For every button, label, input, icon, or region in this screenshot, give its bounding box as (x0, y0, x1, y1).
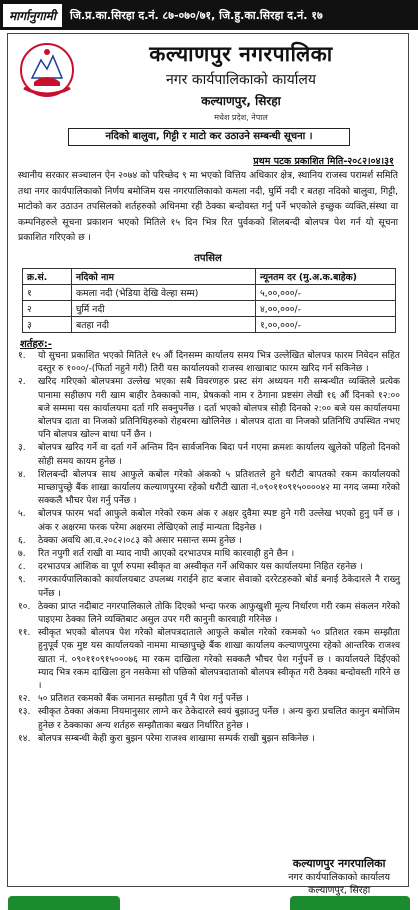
office-name: नगर कार्यपालिकाको कार्यालय (166, 72, 316, 88)
list-item-text: दरभाउपत्र आंशिक वा पूर्ण रुपमा स्वीकृत वा अस्वीकृत गर्ने अधिकार यस कार्यालयमा निहित रहनेछ । (38, 562, 363, 573)
river-rate-table (22, 268, 396, 333)
list-item (18, 693, 400, 706)
list-item-text: बोलपत्र फारम भर्दा आफुले कबोल गरेको रकम अंक र अक्षर दुवैमा स्पष्ट हुने गरी उल्लेख भएको हुनु पर्ने छ । अंक र अक्षरमा फरक परेमा अक्षरमा लेखिएको लाई मान्यता दिइनेछ । (38, 509, 400, 533)
office-address: कल्याणपुर, सिरहा (201, 94, 281, 108)
list-item-number: १४. (18, 733, 31, 744)
list-item-number: ९. (18, 575, 26, 586)
public-notice (7, 33, 409, 896)
office-province: मधेश प्रदेश, नेपाल (214, 113, 268, 122)
conditions-heading: शर्तहरु:- (20, 339, 52, 350)
table-header-row (23, 269, 396, 285)
signature-name: कल्याणपुर नगरपालिका (292, 857, 386, 870)
table-cell: २ (23, 301, 72, 317)
list-item-text: बोलपत्र खरिद गर्ने वा दर्ता गर्ने अन्तिम दिन सार्वजनिक बिदा पर्न गएमा क्रमशः कार्यालय खुलेको पहिलो दिनको सोही समय कायम हुनेछ । (38, 443, 400, 467)
list-item (18, 350, 400, 376)
table-cell: १ (23, 285, 72, 301)
table-row (23, 285, 396, 301)
table-cell: ४,००,०००/- (256, 301, 396, 317)
list-item-text: स्वीकृत भएको बोलपत्र पेश गरेको बोलपत्रदाताले आफुले कबोल गरेको रकमको ५० प्रतिशत रकम सम्झौता हुनुपूर्व एक मुष्ट यस कार्यालयको नाममा माच्छापुच्छ्रे बैंक शाखा कार्यालय कल्याणपुरमा रहेको आन्तरिक राजश्व खाता नं. ०९०११०९१५०००७६ मा रकम दाखिला गरेको सक्कलै भौचर पेश गर्नुपर्ने छ । कार्यालयले दिईएको म्याद भित्र रकम दाखिला हुन नसकेमा सो पछिको बोलपत्रदाताको बोलपत्र स्वीकृत गरी ठेक्का बन्दोवस्ती गरिने छ । (38, 628, 400, 692)
publication-date: प्रथम पटक प्रकाशित मिति-२०८२।०४।३१ (253, 156, 394, 167)
list-item-text: बोलपत्र सम्बन्धी केही कुरा बुझन परेमा राजश्व शाखामा सम्पर्क राखी बुझन सकिनेछ । (38, 733, 315, 744)
list-item-text: ठेक्का प्राप्त नदीबाट नगरपालिकाले तोकि दिएको भन्दा फरक आफुखुशी मूल्य निर्धारण गरी रकम संकलन गरेको पाइएमा ठेक्का लिने व्यक्तिबाट असुल उपर गरी कानुनी कारवाही गरिनेछ । (38, 601, 400, 626)
list-item-text: स्वीकृत ठेक्का अंकमा नियमानुसार लाग्ने कर ठेकेदारले स्वयं बुझाउनु पर्नेछ । अन्य कुरा प्रचलित कानुन बमोजिम हुनेछ र ठेक्काका अन्य शर्तहरु सम्झौताका बखत निर्धारित हुनेछ । (38, 707, 400, 731)
list-item-number: ११. (18, 628, 31, 639)
column-header: न्यूनतम दर (मु.अ.क.बाहेक) (256, 269, 396, 285)
column-header: क्र.सं. (23, 269, 72, 285)
signature-block (288, 856, 390, 897)
list-item-text: शिलबन्दी बोलपत्र साथ आफुले कबोल गरेको अंकको ५ प्रतिशतले हुने धरौटी बापतको रकम कार्यालयको माच्छापुच्छ्रे बैंक शाखा कार्यालय कल्याणपुरमा रहेको धरौटी खाता नं.०९०११०९१५००००४२ मा नगद जम्मा गरेको सक्कलै भौचर पेश गर्नु पर्नेछ । (38, 469, 400, 507)
table-cell: बतहा नदी (72, 317, 256, 333)
list-item-number: १. (18, 351, 26, 361)
list-item (18, 548, 400, 561)
table-cell: कमला नदी (भेडिया देखि वेल्हा सम्म) (72, 285, 256, 301)
list-item (18, 508, 400, 534)
table-row (23, 317, 396, 333)
list-item-number: १३. (18, 707, 31, 718)
office-heading (78, 38, 404, 123)
list-item-number: ५. (18, 509, 26, 520)
signature-address: कल्याणपुर, सिरहा (308, 885, 371, 896)
list-item (18, 601, 400, 627)
table-cell: ३ (23, 317, 72, 333)
list-item-text: रित नपुगी शर्त राखी वा म्याद नाघी आएको दरभाउपत्र माथि कारवाही हुने छैन । (38, 549, 295, 560)
registration-numbers: जि.प्र.का.सिरहा द.नं. ८७-०७०/७१, जि.हु.का.सिरहा द.नं. १७ (69, 8, 323, 22)
list-item (18, 561, 400, 574)
column-header: नदिको नाम (72, 269, 256, 285)
list-item (18, 733, 400, 746)
list-item-number: २. (18, 377, 26, 388)
list-item (18, 706, 400, 732)
list-item-number: ३. (18, 443, 26, 454)
signature-office: नगर कार्यपालिकाको कार्यालय (288, 872, 390, 883)
list-item (18, 469, 400, 509)
table-cell: १,००,०००/- (256, 317, 396, 333)
list-item-text: ५० प्रतिशत रकमको बैंक जमानत सम्झौता पुर्व नै पेश गर्नु पर्नेछ । (38, 694, 249, 705)
conditions-list (18, 350, 400, 746)
table-cell: ५,००,०००/- (256, 285, 396, 301)
list-item (18, 574, 400, 600)
list-item (18, 376, 400, 442)
schedule-title: तपसिल (194, 253, 222, 264)
list-item (18, 535, 400, 548)
bottom-green-strip-left (8, 896, 120, 910)
list-item-number: १२. (18, 694, 31, 705)
list-item-text: ठेक्का अवधि आ.व.२०८२।०८३ को असार मसान्त सम्म हुनेछ । (38, 535, 242, 546)
list-item-number: ४. (18, 469, 26, 480)
municipality-name: कल्याणपुर नगरपालिका (149, 42, 333, 66)
list-item-text: नगरकार्यपालिकाको कार्यालयबाट उपलब्ध गराईने हाट बजार सेवाको दररेटहरुको बोर्ड बनाई ठेकेदारले नै राख्नु पर्नेछ । (38, 575, 400, 599)
list-item-text: खरिद गरिएको बोलपत्रमा उल्लेख भएका सबै विवरणहरु प्रस्ट संग अध्ययन गरी सम्बन्धीत व्यक्तिले प्रत्येक पानामा सहीछाप गरी खाम बाहीर ठेक्काको नाम, प्रेषकको नाम र ठेगाना प्रष्टसंग लेखी १६ औं दिनको १२:०० बजे सम्ममा यस कार्यालयमा दर्ता गरि सक्नुपर्नेछ । दर्ता भएको बोलपत्र सोही दिनको २:०० बजे यस कार्यालयमा बोलपत्र दाता वा निजको प्रतिनिधिहरुको रोहबरमा खोलिनेछ । बोलपत्र दाता वा निजको प्रतिनिधि उपस्थित नभए पनि बोलपत्र खोल्न बाधा पर्ने छैन । (38, 377, 400, 441)
list-item-number: ६. (18, 535, 26, 546)
list-item-number: ७. (18, 549, 26, 560)
newspaper-header-bar (0, 0, 418, 30)
list-item-number: १०. (18, 601, 31, 612)
list-item (18, 442, 400, 468)
bottom-green-strip-right (290, 896, 410, 910)
notice-intro-paragraph: स्थानीय सरकार सञ्चालन ऐन २०७४ को परिच्छेद ९ मा भएको वित्तिय अधिकार क्षेत्र, स्थानिय राजस्व परामर्श समिति तथा नगर कार्यपालिकाको निर्णय बमोजिम यस नगरपालिकाको कमला नदी, घुर्मि नदी र बतहा नदिको बालुवा, गिट्टी, माटोको कर उठाउन तपसिलको शर्तहरुको अधिनमा रही ठेक्का बन्दोवस्त गर्नु पर्ने भएकोले इच्छुक व्यक्ति,संस्था वा कम्पनिहरुले सूचना प्रकाशन भएको मितिले १५ दिन भित्र रित पुर्वकको शिलबन्दी बोलपत्र पेश गर्न यो सूचना प्रकाशित गरिएको छ । (18, 170, 398, 243)
list-item-number: ८. (18, 562, 26, 573)
newspaper-masthead: मार्गानुगामी (3, 4, 62, 27)
nepal-emblem-logo (16, 42, 78, 98)
notice-subject: नदिको बालुवा, गिट्टी र माटो कर उठाउने सम्बन्धी सूचना । (68, 128, 350, 146)
list-item-text: यो सुचना प्रकाशित भएको मितिले १५ औं दिनसम्म कार्यालय समय भित्र उल्लेखित बोलपत्र फारम निवेदन सहित दस्तुर रु १०००/-(फिर्ता नहुने गरी) तिरी यस कार्यालयको राजस्व शाखाबाट फारम खरिद गर्न सकिनेछ । (38, 351, 400, 375)
table-cell: घुर्मि नदी (72, 301, 256, 317)
table-row (23, 301, 396, 317)
list-item (18, 627, 400, 693)
